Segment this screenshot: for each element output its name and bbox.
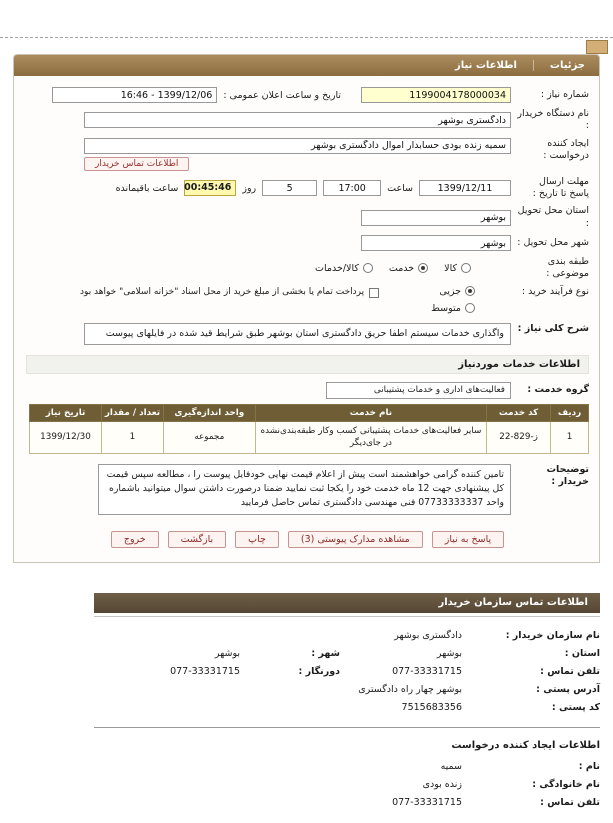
need-number-input[interactable] — [361, 87, 511, 103]
province-city-row — [13, 648, 600, 659]
category-radio-0[interactable] — [461, 263, 471, 273]
contact-fax-label: دورنگار : — [298, 665, 340, 677]
org-name-label: نام سازمان خریدار : — [505, 629, 600, 641]
need-details-panel — [13, 54, 600, 563]
col-row-no: ردیف — [551, 405, 589, 422]
process-row — [26, 286, 589, 314]
cell-service-name: سایر فعالیت‌های خدمات پشتیبانی کسب وکار طبقه‌بندی‌نشده در جای‌دیگر — [255, 422, 486, 454]
announce-label: تاریخ و ساعت اعلان عمومی : — [223, 89, 341, 101]
contact-phone-value: 077-33331715 — [392, 665, 462, 677]
tab-separator — [533, 60, 534, 71]
contact-fax-value: 077-33331715 — [170, 665, 240, 677]
col-service-code: کد خدمت — [487, 405, 551, 422]
buyer-org-input[interactable] — [84, 112, 511, 128]
buyer-notes-box: تامین کننده گرامی خواهشمند است پیش از اعلام قیمت نهایی خودفایل پیوست را ، مطالعه سپس قیمت کل پیشنهادی جهت 12 ماه خدمت خود را یکجا ثبت نمایید ضمنا درصورت داشتن سوال میتوانید باشماره واحد 07733333337 فنی مهندسی دادگستری تماس حاصل فرمایید — [98, 464, 511, 515]
contact-address-value: بوشهر چهار راه دادگستری — [358, 683, 462, 695]
process-option-label-1: متوسط — [431, 302, 461, 314]
creator-phone-label: تلفن تماس : — [540, 796, 600, 808]
service-group-box: فعالیت‌های اداری و خدمات پشتیبانی — [326, 382, 511, 399]
buyer-contact-section-bar — [94, 593, 600, 613]
contact-city-label: شهر : — [311, 647, 340, 659]
section-bar-rule — [94, 616, 600, 617]
action-buttons-row — [26, 531, 589, 548]
contact-phone-label: تلفن تماس : — [540, 665, 600, 677]
buyer-org-label: نام دستگاه خریدار : — [517, 108, 589, 132]
creator-phone-value: 077-33331715 — [392, 796, 462, 808]
creator-input[interactable] — [84, 138, 511, 154]
org-name-row — [13, 630, 600, 641]
lower-section — [13, 593, 600, 808]
creator-field-col — [84, 138, 511, 171]
creator-last-name-label: نام خانوادگی : — [532, 778, 600, 790]
contact-postal-code-value: 7515683356 — [401, 701, 462, 713]
process-option-0 — [431, 286, 475, 297]
table-row — [30, 422, 589, 454]
need-number-label: شماره نیاز : — [540, 88, 589, 100]
col-need-date: تاریخ نیاز — [30, 405, 102, 422]
remaining-time-label: ساعت باقیمانده — [115, 182, 179, 194]
delivery-province-input[interactable] — [361, 210, 511, 226]
cell-need-date: 1399/12/30 — [30, 422, 102, 454]
deadline-days-label: روز — [242, 182, 257, 194]
phone-fax-row — [13, 666, 600, 677]
category-option-label-1: خدمت — [388, 262, 415, 274]
delivery-city-label: شهر محل تحویل : — [517, 236, 589, 248]
tab-need-info[interactable]: اطلاعات نیاز — [455, 60, 517, 71]
col-service-name: نام خدمت — [255, 405, 486, 422]
process-radio-1[interactable] — [465, 303, 475, 313]
creator-first-name-label: نام : — [578, 760, 600, 772]
cell-service-code: ز-829-22 — [487, 422, 551, 454]
creator-phone-row — [13, 797, 600, 808]
category-row — [26, 256, 589, 281]
cell-row-no: 1 — [551, 422, 589, 454]
section-divider — [94, 727, 600, 728]
service-group-row — [26, 382, 589, 399]
treasury-note: پرداخت تمام یا بخشی از مبلغ خرید از محل اسناد "خزانه اسلامی" خواهد بود — [80, 286, 365, 297]
buyer-org-row — [26, 108, 589, 133]
creator-label: ایجاد کننده درخواست : — [543, 137, 589, 162]
address-row — [13, 684, 600, 695]
contact-province-label: استان : — [564, 647, 600, 659]
category-option-2 — [315, 263, 373, 274]
deadline-days-input[interactable] — [262, 180, 317, 196]
col-unit: واحد اندازه‌گیری — [163, 405, 255, 422]
category-options — [315, 263, 471, 274]
attachments-button[interactable]: مشاهده مدارک پیوستی (3) — [288, 531, 423, 548]
back-button[interactable]: بازگشت — [168, 531, 226, 548]
category-option-label-0: کالا — [444, 262, 457, 274]
print-button[interactable]: چاپ — [235, 531, 279, 548]
dashed-separator — [0, 37, 613, 38]
category-option-label-2: کالا/خدمات — [315, 262, 359, 274]
contact-address-label: آدرس پستی : — [536, 683, 600, 695]
category-option-1 — [389, 263, 428, 274]
need-description-row — [26, 323, 589, 345]
delivery-city-input[interactable] — [361, 235, 511, 251]
contact-province-value: بوشهر — [436, 647, 462, 659]
creator-first-name-row — [13, 761, 600, 772]
services-table — [29, 404, 589, 454]
buyer-contact-title: اطلاعات تماس سازمان خریدار — [438, 597, 588, 609]
cell-quantity: 1 — [102, 422, 164, 454]
announce-input[interactable] — [52, 87, 217, 103]
services-section-title: اطلاعات خدمات موردنیاز — [26, 355, 589, 374]
corner-icon — [586, 40, 608, 54]
deadline-hour-input[interactable] — [323, 180, 381, 196]
process-options — [431, 286, 475, 314]
exit-button[interactable]: خروج — [111, 531, 159, 548]
buyer-contact-button[interactable]: اطلاعات تماس خریدار — [84, 157, 189, 171]
delivery-city-row — [26, 235, 589, 251]
creator-last-name-value: زنده بودی — [422, 778, 462, 790]
respond-button[interactable]: پاسخ به نیاز — [432, 531, 504, 548]
process-radio-0[interactable] — [465, 286, 475, 296]
contact-postal-code-label: کد پستی : — [551, 701, 600, 713]
creator-info-title: اطلاعات ایجاد کننده درخواست — [451, 739, 600, 751]
org-name-value: دادگستری بوشهر — [394, 629, 462, 641]
category-option-0 — [444, 263, 471, 274]
col-quantity: تعداد / مقدار — [102, 405, 164, 422]
cell-unit: مجموعه — [163, 422, 255, 454]
category-label: طبقه بندی موضوعی : — [546, 256, 589, 280]
deadline-date-input[interactable] — [419, 180, 511, 196]
creator-last-name-row — [13, 779, 600, 790]
delivery-province-row — [26, 205, 589, 230]
process-label: نوع فرآیند خرید : — [521, 285, 589, 297]
deadline-hour-label: ساعت — [387, 182, 413, 194]
category-radio-1[interactable] — [418, 263, 428, 273]
deadline-label: مهلت ارسال پاسخ تا تاریخ : — [532, 175, 589, 200]
delivery-province-label: استان محل تحویل : — [517, 205, 589, 229]
panel-body — [14, 76, 599, 562]
contact-city-value: بوشهر — [214, 647, 240, 659]
tab-details[interactable]: جزئیات — [549, 60, 585, 71]
panel-header-bar — [14, 55, 599, 76]
treasury-checkbox[interactable] — [369, 288, 379, 298]
process-option-label-0: جزیی — [439, 285, 461, 297]
process-option-1 — [431, 303, 475, 314]
postal-code-row — [13, 702, 600, 713]
remaining-time-box: 00:45:46 — [184, 180, 236, 196]
need-number-row — [26, 87, 589, 103]
need-description-box: واگذاری خدمات سیستم اطفا حریق دادگستری استان بوشهر طبق شرایط قید شده در فایلهای پیوست — [84, 323, 511, 345]
creator-row — [26, 138, 589, 171]
treasury-group — [79, 286, 379, 298]
deadline-row — [26, 176, 589, 201]
creator-first-name-value: سمیه — [440, 760, 462, 772]
category-radio-2[interactable] — [363, 263, 373, 273]
buyer-notes-label: توضیحات خریدار : — [546, 463, 589, 487]
service-group-label: گروه خدمت : — [527, 384, 589, 396]
buyer-notes-row — [26, 464, 589, 515]
services-table-header-row — [30, 405, 589, 422]
need-description-label: شرح کلی نیاز : — [517, 322, 589, 334]
